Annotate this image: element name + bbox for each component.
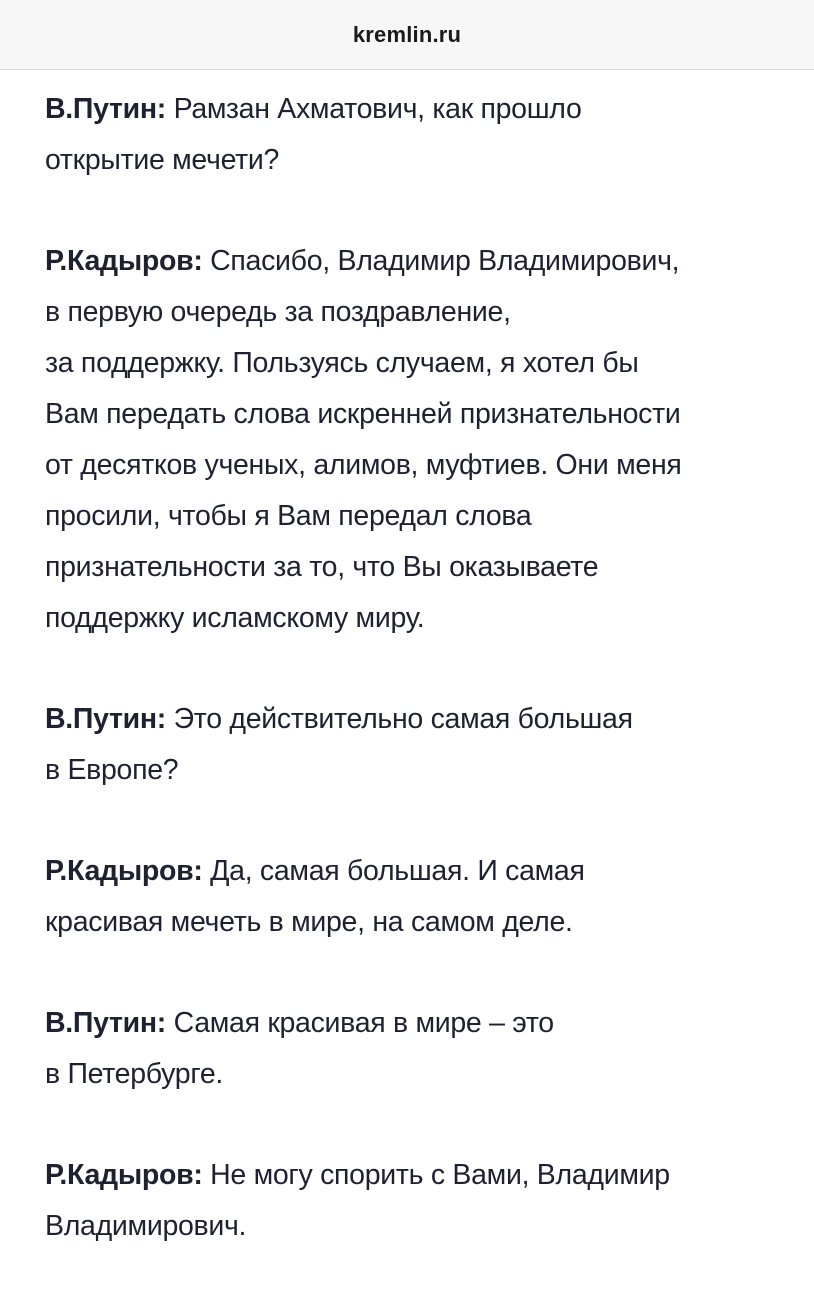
transcript-line: Спасибо, Владимир Владимирович,: [210, 245, 680, 277]
transcript-line: Рамзан Ахматович, как прошло: [173, 93, 582, 125]
transcript-line: признательности за то, что Вы оказываете: [45, 551, 599, 583]
speaker-name: В.Путин:: [45, 1007, 166, 1039]
speaker-name: Р.Кадыров:: [45, 245, 203, 277]
transcript: [45, 84, 785, 1302]
transcript-line: Самая красивая в мире – это: [173, 1007, 554, 1039]
speaker-name: Р.Кадыров:: [45, 855, 203, 887]
transcript-line: Вам передать слова искренней признательности: [45, 398, 681, 430]
speaker-name: В.Путин:: [45, 93, 166, 125]
transcript-line: за поддержку. Пользуясь случаем, я хотел бы: [45, 347, 639, 379]
transcript-line: в Европе?: [45, 754, 179, 786]
transcript-line: в Петербурге.: [45, 1058, 223, 1090]
transcript-line: от десятков ученых, алимов, муфтиев. Они меня: [45, 449, 682, 481]
transcript-line: Владимирович.: [45, 1210, 247, 1242]
transcript-line: просили, чтобы я Вам передал слова: [45, 500, 532, 532]
transcript-line: в первую очередь за поздравление,: [45, 296, 511, 328]
transcript-entry: [45, 694, 785, 796]
speaker-name: В.Путин:: [45, 703, 166, 735]
transcript-entry: [45, 84, 785, 186]
transcript-line: Это действительно самая большая: [173, 703, 633, 735]
transcript-entry: [45, 846, 785, 948]
transcript-line: поддержку исламскому миру.: [45, 602, 425, 634]
transcript-entry: [45, 998, 785, 1100]
transcript-line: Не могу спорить с Вами, Владимир: [210, 1159, 670, 1191]
transcript-entry: [45, 236, 785, 644]
transcript-line: открытие мечети?: [45, 144, 280, 176]
transcript-line: Да, самая большая. И самая: [210, 855, 585, 887]
transcript-entry: [45, 1150, 785, 1252]
url-text[interactable]: kremlin.ru: [352, 21, 462, 47]
transcript-line: красивая мечеть в мире, на самом деле.: [45, 906, 573, 938]
speaker-name: Р.Кадыров:: [45, 1159, 203, 1191]
address-bar[interactable]: [0, 0, 814, 70]
